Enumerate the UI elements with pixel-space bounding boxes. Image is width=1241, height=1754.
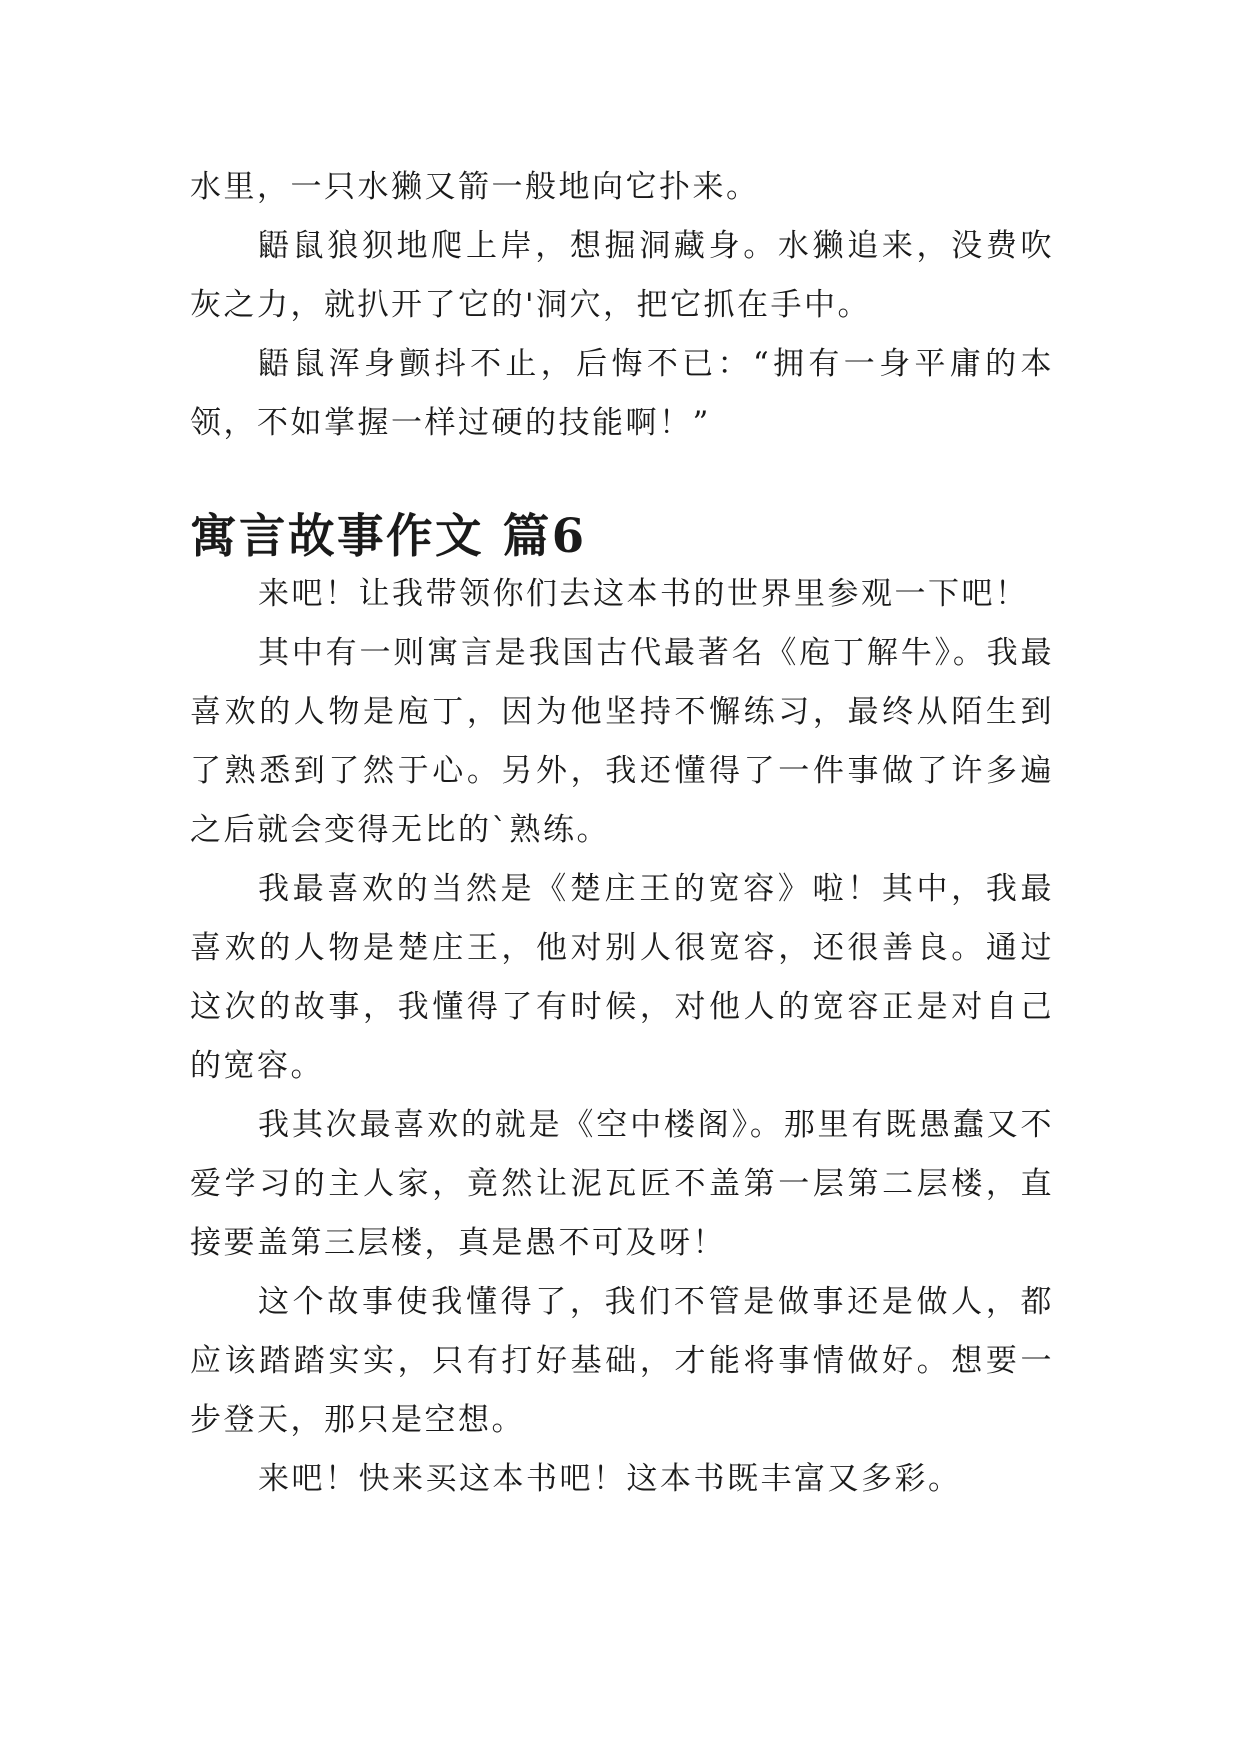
paragraph: 这个故事使我懂得了，我们不管是做事还是做人，都应该踏踏实实，只有打好基础，才能将事情做好。想要一步登天，那只是空想。	[190, 1284, 1054, 1438]
paragraph: 来吧！让我带领你们去这本书的世界里参观一下吧！	[258, 576, 1029, 612]
paragraph: 我最喜欢的当然是《楚庄王的宽容》啦！其中，我最喜欢的人物是楚庄王，他对别人很宽容，还很善良。通过这次的故事，我懂得了有时候，对他人的宽容正是对自己的宽容。	[190, 871, 1054, 1084]
document-body	[190, 158, 1054, 1509]
paragraph: 我其次最喜欢的就是《空中楼阁》。那里有既愚蠢又不爱学习的主人家，竟然让泥瓦匠不盖第一层第二层楼，直接要盖第三层楼，真是愚不可及呀！	[190, 1107, 1054, 1261]
paragraph: 水里，一只水獭又箭一般地向它扑来。	[190, 169, 760, 205]
paragraph: 来吧！快来买这本书吧！这本书既丰富又多彩。	[258, 1461, 962, 1497]
paragraph: 鼯鼠狼狈地爬上岸，想掘洞藏身。水獭追来，没费吹灰之力，就扒开了它的'洞穴，把它抓在手中。	[190, 228, 1054, 323]
paragraph: 其中有一则寓言是我国古代最著名《庖丁解牛》。我最喜欢的人物是庖丁，因为他坚持不懈练习，最终从陌生到了熟悉到了然于心。另外，我还懂得了一件事做了许多遍之后就会变得无比的`熟练。	[190, 635, 1054, 848]
paragraph: 鼯鼠浑身颤抖不止，后悔不已：“拥有一身平庸的本领，不如掌握一样过硬的技能啊！”	[190, 346, 1054, 441]
section-heading: 寓言故事作文 篇6	[190, 508, 587, 563]
